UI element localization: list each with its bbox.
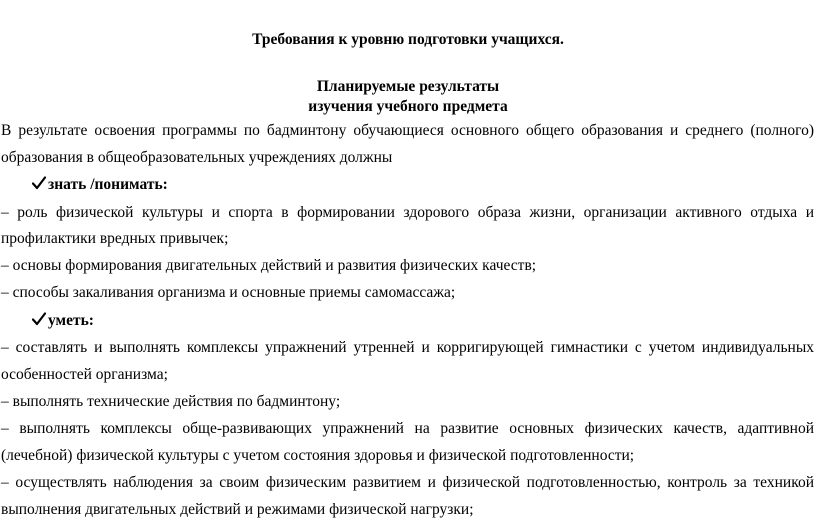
intro-line-1: В результате освоения программы по бадминтону обучающиеся основного общего образования и среднего (полного)	[1, 122, 814, 139]
document-title: Требования к уровню подготовки учащихся.	[252, 31, 564, 48]
subtitle-line-1: Планируемые результаты	[316, 78, 500, 95]
can-item-2: – выполнять технические действия по бадминтону;	[1, 393, 341, 410]
can-heading-label: уметь:	[48, 312, 94, 329]
can-item-1-cont: особенностей организма;	[1, 366, 168, 383]
can-heading	[32, 311, 94, 331]
know-heading	[32, 175, 168, 195]
can-item-1: – составлять и выполнять комплексы упражнений утренней и корригирующей гимнастики с учетом индивидуальных	[1, 339, 814, 356]
know-heading-label: знать /понимать:	[48, 176, 168, 193]
can-item-4-cont: выполнения двигательных действий и режимами физической нагрузки;	[1, 501, 474, 518]
checkmark-icon	[32, 312, 46, 326]
checkmark-icon	[32, 176, 46, 190]
can-item-3: – выполнять комплексы обще-развивающих упражнений на развитие основных физических качеств, адаптивной	[1, 420, 814, 437]
know-item-1: – роль физической культуры и спорта в формировании здорового образа жизни, организации активного отдыха и	[1, 204, 814, 221]
know-item-3: – способы закаливания организма и основные приемы самомассажа;	[1, 284, 456, 301]
can-item-4: – осуществлять наблюдения за своим физическим развитием и физической подготовленностью, контроль за техникой	[1, 474, 814, 491]
know-item-1-cont: профилактики вредных привычек;	[1, 230, 229, 247]
intro-line-2: образования в общеобразовательных учреждениях должны	[1, 149, 393, 166]
know-item-2: – основы формирования двигательных действий и развития физических качеств;	[1, 257, 537, 274]
can-item-3-cont: (лечебной) физической культуры с учетом состояния здоровья и физической подготовленности;	[1, 447, 635, 464]
subtitle-line-2: изучения учебного предмета	[308, 98, 508, 115]
